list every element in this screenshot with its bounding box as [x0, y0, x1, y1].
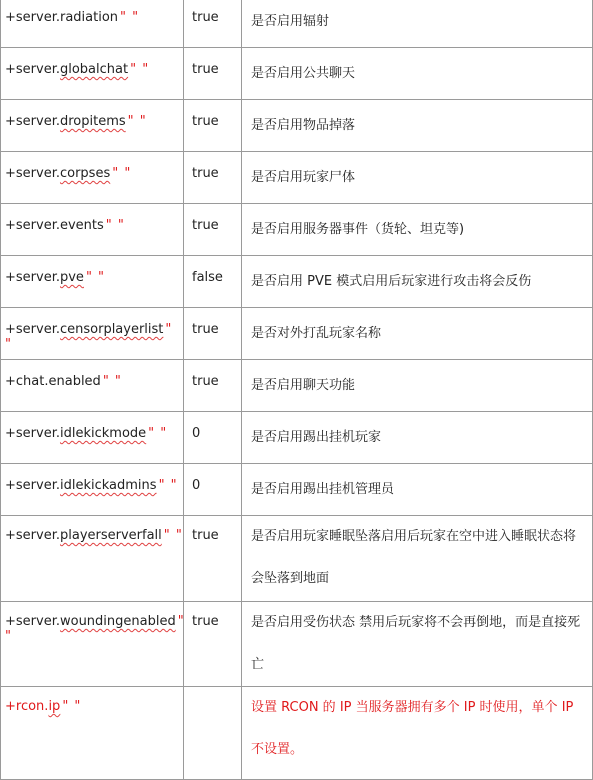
config-description-cell: 是否启用聊天功能 — [242, 360, 593, 412]
config-key-name: enabled — [48, 374, 101, 389]
config-key-quote: " " — [5, 614, 185, 644]
config-value-cell: true — [184, 360, 242, 412]
config-key-name: radiation — [59, 10, 119, 25]
config-key-cell — [1, 360, 184, 412]
config-description-cell: 是否启用 PVE 模式启用后玩家进行攻击将会反伤 — [242, 256, 593, 308]
config-key-name: events — [59, 218, 104, 233]
config-key-cell — [1, 48, 184, 100]
config-key-quote: " " — [5, 322, 173, 352]
config-key-quote: " " — [85, 270, 106, 285]
config-key-cell — [1, 204, 184, 256]
config-description-cell: 是否启用物品掉落 — [242, 100, 593, 152]
config-key-quote: " " — [158, 478, 178, 493]
config-description-cell — [242, 687, 593, 780]
config-description-cell: 是否对外打乱玩家名称 — [242, 308, 593, 360]
config-value-cell: true — [184, 48, 242, 100]
config-key-quote: " " — [163, 528, 183, 543]
table-row — [1, 687, 593, 780]
config-description-cell — [242, 602, 593, 687]
config-description-cell: 是否启用玩家尸体 — [242, 152, 593, 204]
config-key-prefix: +server. — [5, 478, 60, 493]
config-key-quote: " " — [120, 10, 140, 25]
config-value-cell: true — [184, 204, 242, 256]
config-value-cell: true — [184, 100, 242, 152]
config-key-name: ip — [48, 699, 61, 714]
config-value-cell: true — [184, 0, 242, 48]
config-value-cell: true — [184, 516, 242, 602]
config-key-quote: " " — [148, 426, 168, 441]
table-row — [1, 100, 593, 152]
config-key-cell — [1, 152, 184, 204]
config-key-cell — [1, 100, 184, 152]
config-key-prefix: +server. — [5, 218, 60, 233]
config-key-name: woundingenabled — [59, 614, 176, 629]
config-key-cell — [1, 516, 184, 602]
table-row — [1, 360, 593, 412]
config-key-prefix: +server. — [5, 614, 60, 629]
config-key-prefix: +chat. — [5, 374, 49, 389]
config-description-cell: 是否启用辐射 — [242, 0, 593, 48]
config-value-cell — [184, 687, 242, 780]
config-description-cell — [242, 516, 593, 602]
config-key-quote: " " — [102, 374, 122, 389]
table-row — [1, 48, 593, 100]
config-key-quote: " " — [62, 699, 82, 714]
config-key-prefix: +server. — [5, 166, 60, 181]
table-row — [1, 256, 593, 308]
config-key-name: pve — [59, 270, 84, 285]
table-row — [1, 464, 593, 516]
config-key-cell — [1, 412, 184, 464]
config-key-cell — [1, 308, 184, 360]
config-key-prefix: +server. — [5, 322, 60, 337]
config-key-prefix: +server. — [5, 62, 60, 77]
config-value-cell: 0 — [184, 464, 242, 516]
config-description-cell: 是否启用踢出挂机管理员 — [242, 464, 593, 516]
config-value-cell: true — [184, 308, 242, 360]
config-key-cell — [1, 256, 184, 308]
config-key-cell — [1, 0, 184, 48]
config-key-cell — [1, 464, 184, 516]
config-key-prefix: +server. — [5, 426, 60, 441]
config-key-name: globalchat — [59, 62, 129, 77]
table-row — [1, 0, 593, 48]
table-row — [1, 516, 593, 602]
table-row — [1, 602, 593, 687]
config-value-cell: 0 — [184, 412, 242, 464]
config-value-cell: false — [184, 256, 242, 308]
config-key-name: censorplayerlist — [59, 322, 164, 337]
config-description-text: 是否启用受伤状态 禁用后玩家将不会再倒地，而是直接死亡 — [251, 615, 581, 672]
config-key-prefix: +rcon. — [5, 699, 49, 714]
config-description-cell: 是否启用踢出挂机玩家 — [242, 412, 593, 464]
table-row — [1, 152, 593, 204]
config-key-quote: " " — [112, 166, 132, 181]
config-key-cell — [1, 687, 184, 780]
config-value-cell: true — [184, 152, 242, 204]
config-value-cell: true — [184, 602, 242, 687]
config-key-name: idlekickadmins — [59, 478, 157, 493]
config-key-prefix: +server. — [5, 10, 60, 25]
config-key-quote: " " — [130, 62, 150, 77]
config-key-prefix: +server. — [5, 528, 60, 543]
config-description-text: 是否启用玩家睡眠坠落启用后玩家在空中进入睡眠状态将会坠落到地面 — [251, 529, 577, 586]
config-key-name: corpses — [59, 166, 111, 181]
config-description-cell: 是否启用公共聊天 — [242, 48, 593, 100]
config-key-prefix: +server. — [5, 270, 60, 285]
config-key-cell — [1, 602, 184, 687]
config-description-cell: 是否启用服务器事件（货轮、坦克等) — [242, 204, 593, 256]
config-key-name: dropitems — [59, 114, 126, 129]
config-description-text: 设置 RCON 的 IP 当服务器拥有多个 IP 时使用，单个 IP 不设置。 — [251, 700, 574, 757]
table-row — [1, 308, 593, 360]
config-key-quote: " " — [127, 114, 147, 129]
table-row — [1, 204, 593, 256]
table-row — [1, 412, 593, 464]
config-key-quote: " " — [105, 218, 125, 233]
config-key-name: playerserverfall — [59, 528, 162, 543]
config-key-name: idlekickmode — [59, 426, 147, 441]
config-key-prefix: +server. — [5, 114, 60, 129]
